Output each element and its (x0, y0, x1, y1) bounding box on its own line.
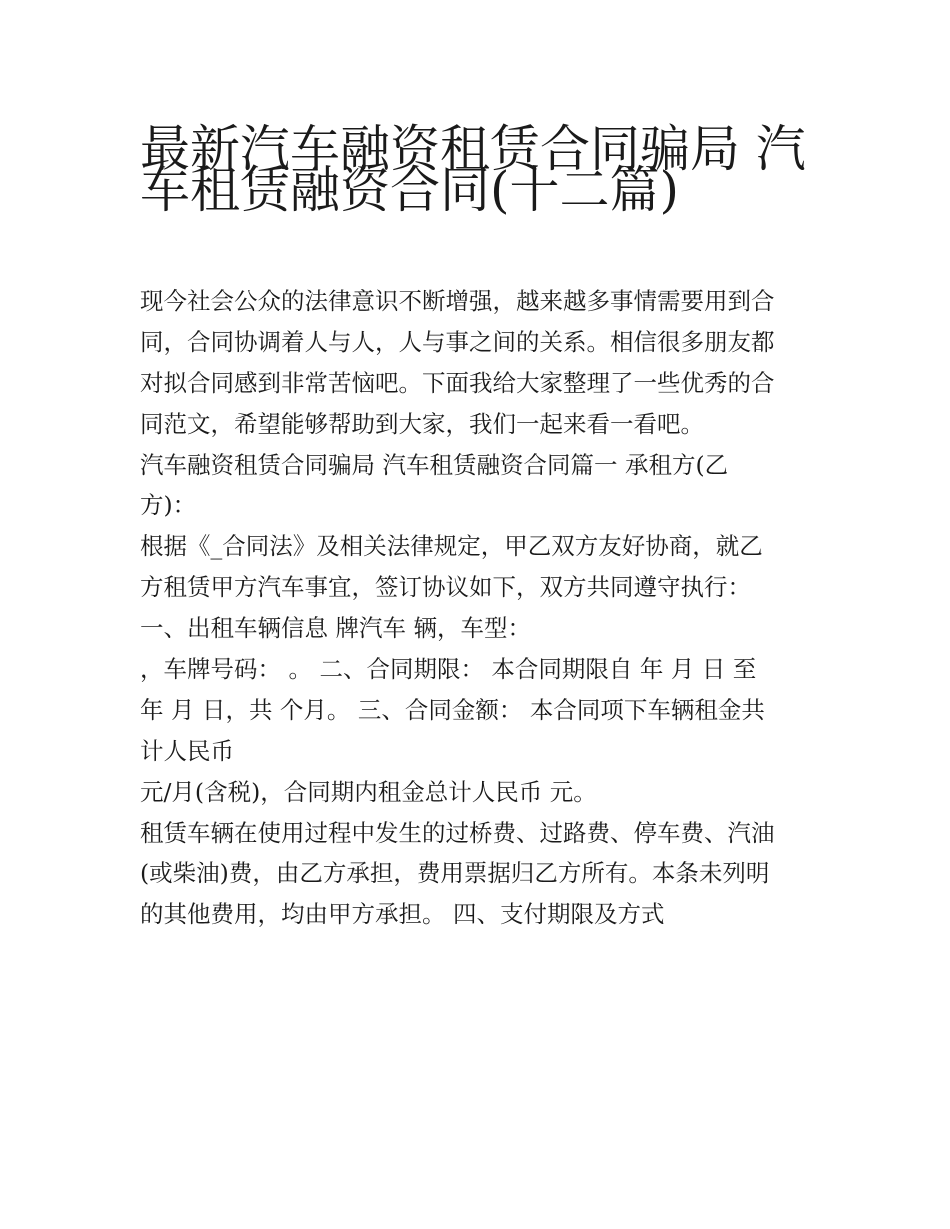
body-line: 根据《_合同法》及相关法律规定，甲乙双方友好协商，就乙 (140, 532, 763, 561)
document-body (140, 281, 820, 935)
document-title (140, 112, 820, 219)
body-line: 元/月(含税)，合同期内租金总计人民币 元。 (140, 777, 597, 806)
title-line-1: 最新汽车融资租赁合同骗局 汽 (140, 120, 806, 178)
body-line: 租赁车辆在使用过程中发生的过桥费、过路费、停车费、汽油 (140, 818, 775, 847)
body-line: 现今社会公众的法律意识不断增强，越来越多事情需要用到合 (140, 287, 775, 315)
body-line: 方租赁甲方汽车事宜，签订协议如下，双方共同遵守执行： (140, 573, 751, 602)
body-line: 的其他费用，均由甲方承担。 四、支付期限及方式 (140, 900, 665, 929)
body-line: (或柴油)费，由乙方承担，费用票据归乙方所有。本条未列明 (140, 859, 770, 888)
section-heading-line: 汽车融资租赁合同骗局 汽车租赁融资合同篇一 承租方(乙 (140, 450, 729, 479)
title-line-2: 车租赁融资合同(十二篇) (140, 160, 680, 219)
body-line: 同，合同协调着人与人，人与事之间的关系。相信很多朋友都 (140, 327, 775, 356)
body-line: 计人民币 (140, 736, 234, 765)
body-line: 同范文，希望能够帮助到大家，我们一起来看一看吧。 (140, 409, 704, 438)
body-line: ，车牌号码： 。 二、合同期限： 本合同期限自 年 月 日 至 (140, 655, 757, 684)
body-line: 对拟合同感到非常苦恼吧。下面我给大家整理了一些优秀的合 (140, 368, 775, 397)
body-line: 一、出租车辆信息 牌汽车 辆，车型： (140, 614, 531, 643)
body-line: 方)： (140, 491, 197, 520)
body-line: 年 月 日，共 个月。 三、合同金额： 本合同项下车辆租金共 (140, 695, 765, 724)
